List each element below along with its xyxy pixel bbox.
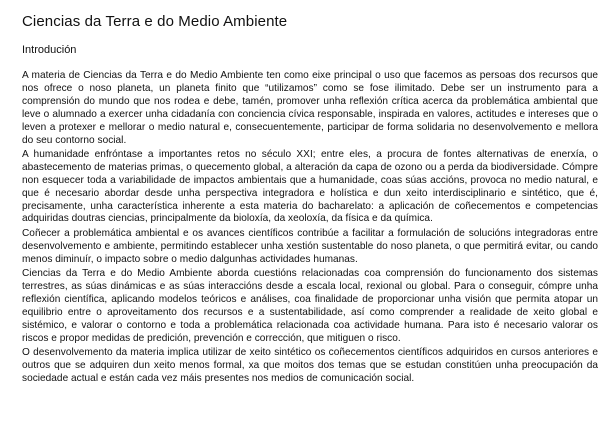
paragraph-2: A humanidade enfróntase a importantes retos no século XXI; entre eles, a procura de fontes alternativas de enerxía, o abastecemento de materias primas, o quecemento global, a alteración da capa de ozono ou a perda da biodiversidade. Cómpre non esquecer toda a variabilidade de impactos ambientais que a humanidade, coas súas accións, provoca no medio natural, e que é necesario abordar desde unha perspectiva integradora e holística e dun xeito interdisciplinario e sintético, que é, precisamente, unha característica inherente a esta materia do bacharelato: a aplicación de coñecementos e competencias adquiridas doutras ciencias, principalmente da bioloxía, da xeoloxía, da física e da química. bbox=[22, 148, 598, 225]
section-heading: Introdución bbox=[22, 44, 77, 56]
document-title: Ciencias da Terra e do Medio Ambiente bbox=[22, 13, 288, 30]
paragraph-4: Ciencias da Terra e do Medio Ambiente aborda cuestións relacionadas coa comprensión do funcionamento dos sistemas terrestres, as súas dinámicas e as súas interaccións desde a escala local, rexional ou global. Para o conseguir, cómpre unha reflexión científica, aplicando modelos teóricos e análises, coa finalidade de proporcionar unha visión que permita atopar un equilibrio entre o aproveitamento dos recursos e a sustentabilidade, así como comprender a realidade de xeito global e sistémico, e valorar o contorno e toda a problemática relacionada coa actividade humana. Para isto é necesario valorar os riscos e propor medidas de predición, prevención e corrección, que mitiguen o risco. bbox=[22, 268, 598, 344]
document-page bbox=[22, 12, 598, 387]
paragraph-3: Coñecer a problemática ambiental e os avances científicos contribúe a facilitar a formulación de solucións integradoras entre desenvolvemento e ambiente, permitindo establecer unha xestión sustentable do noso planeta, o que permitirá evitar, ou cando menos diminuír, o impacto sobre o medio dalgunhas actividades humanas. bbox=[22, 227, 598, 265]
paragraph-1: A materia de Ciencias da Terra e do Medio Ambiente ten como eixe principal o uso que facemos as persoas dos recursos que nos ofrece o noso planeta, un planeta finito que “utilizamos” como se fose ilimitado. Debe ser un instrumento para a comprensión do mundo que nos rodea e debe, tamén, promover unha reflexión crítica acerca da problemática ambiental que leve o alumnado a exercer unha cidadanía con conciencia cívica responsable, inspirada en valores, actitudes e intereses que o leven a protexer e mellorar o medio natural e, consecuentemente, participar de forma solidaria no desenvolvemento e mellora do seu contorno social. bbox=[22, 70, 598, 146]
paragraph-5: O desenvolvemento da materia implica utilizar de xeito sintético os coñecementos científicos adquiridos en cursos anteriores e outros que se adquiren dun xeito menos formal, xa que moitos dos temas que se estudan constitúen unha preocupación da sociedade actual e están cada vez máis presentes nos medios de comunicación social. bbox=[22, 347, 598, 384]
